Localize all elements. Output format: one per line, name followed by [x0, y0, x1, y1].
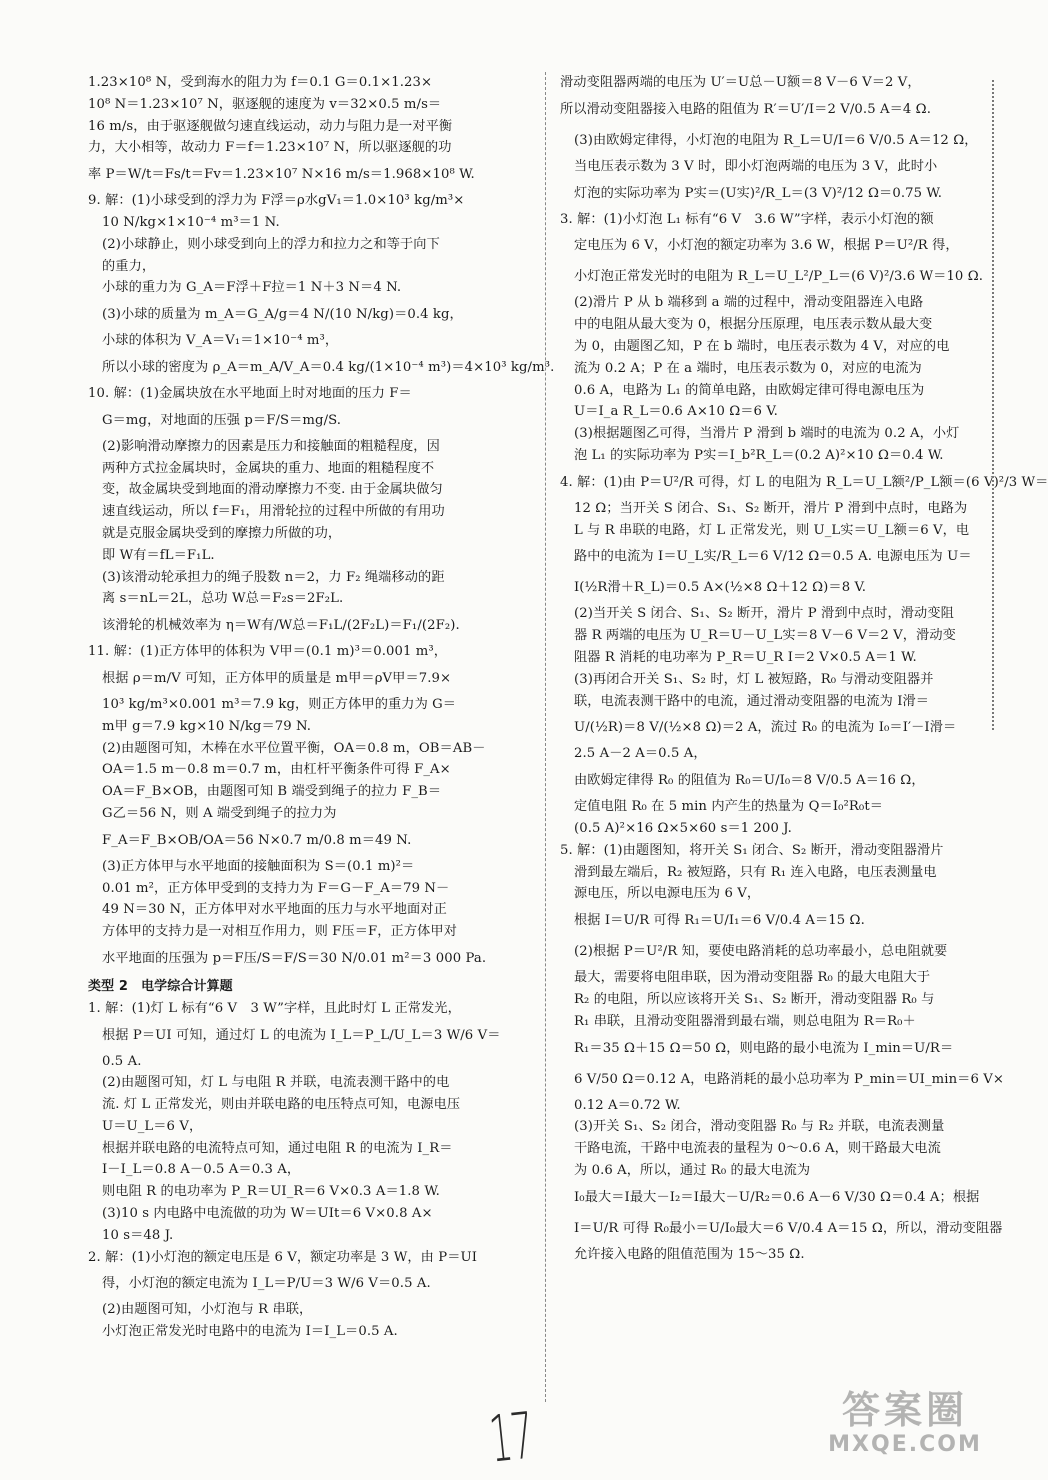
text-line: (3)该滑动轮承担力的绳子股数 n＝2，力 F₂ 绳端移动的距 [102, 569, 445, 585]
text-line: 0.12 A＝0.72 W. [574, 1097, 681, 1113]
formula-line: I₀最大＝I最大－I₂＝I最大－U/R₂＝0.6 A－6 V/30 Ω＝0.4 A；根据 [574, 1189, 980, 1205]
formula-line: 率 P＝W/t＝Fs/t＝Fv＝1.23×10⁷ N×16 m/s＝1.968×10⁸ W. [88, 167, 475, 183]
text-line: 的重力， [102, 258, 156, 274]
text-line: 最大，需要将电阻串联，因为滑动变阻器 R₀ 的最大电阻大于 [574, 970, 931, 986]
text-line: 变，故金属块受到地面的滑动摩擦力不变. 由于金属块做匀 [102, 482, 443, 498]
formula-line: 定电压为 6 V，小灯泡的额定功率为 3.6 W，根据 P＝U²/R 得， [574, 238, 959, 254]
text-line: 两种方式拉金属块时，金属块的重力、地面的粗糙程度不 [102, 460, 435, 476]
text-line: U＝I_a R_L＝0.6 A×10 Ω＝6 V. [574, 404, 778, 420]
watermark-text: 答案圈 [841, 1388, 968, 1432]
formula-line: G＝mg，对地面的压强 p＝F/S＝mg/S. [102, 412, 342, 428]
text-line: 滑动变阻器两端的电压为 U′＝U总－U额＝8 V－6 V＝2 V， [560, 75, 921, 90]
formula-line: 根据 I＝U/R 可得 R₁＝U/I₁＝6 V/0.4 A＝15 Ω. [574, 913, 865, 929]
text-line: R₂ 的电阻，所以应该将开关 S₁、S₂ 断开，滑动变阻器 R₀ 与 [574, 991, 935, 1007]
text-line: (3)10 s 内电路中电流做的功为 W＝UIt＝6 V×0.8 A× [102, 1206, 433, 1222]
formula-line: R₁＝35 Ω＋15 Ω＝50 Ω，则电路的最小电流为 I_min＝U/R＝ [574, 1040, 954, 1056]
text-line: 速直线运动，所以 f＝F₁，用滑轮拉的过程中所做的有用功 [102, 504, 445, 520]
left-column [88, 72, 555, 1343]
text-line: 为 0.6 A，所以，通过 R₀ 的最大电流为 [574, 1162, 811, 1178]
text-line: R₁ 串联，且滑动变阻器滑到最右端，则总电阻为 R＝R₀＋ [574, 1013, 916, 1029]
text-line: (2)小球静止，则小球受到向上的浮力和拉力之和等于向下 [102, 236, 440, 252]
question-1-start: 1. 解：(1)灯 L 标有“6 V 3 W”字样，且此时灯 L 正常发光， [88, 1000, 461, 1016]
text-line: 泡 L₁ 的实际功率为 P实＝I_b²R_L＝(0.2 A)²×10 Ω＝0.4 W. [574, 447, 944, 463]
text-line: U＝U_L＝6 V， [102, 1118, 203, 1134]
text-line: 就是克服金属块受到的摩擦力所做的功， [102, 525, 342, 541]
text-line: 流为 0.2 A；P 在 a 端时，电压表示数为 0，对应的电流为 [574, 360, 922, 376]
question-11-start: 11. 解：(1)正方体甲的体积为 V甲＝(0.1 m)³＝0.001 m³， [88, 644, 448, 660]
text-line: 0.01 m²，正方体甲受到的支持力为 F＝G－F_A＝79 N－ [102, 880, 450, 896]
text-line: 根据并联电路的电流特点可知，通过电阻 R 的电流为 I_R＝ [102, 1140, 453, 1156]
question-2-start: 2. 解：(1)小灯泡的额定电压是 6 V，额定功率是 3 W，由 P＝UI [88, 1249, 478, 1265]
formula-line: 小灯泡正常发光时的电阻为 R_L＝U_L²/P_L＝(6 V)²/3.6 W＝10 Ω. [574, 269, 984, 285]
text-line: 允许接入电路的阻值范围为 15～35 Ω. [574, 1246, 805, 1262]
text-line: 源电压，所以电源电压为 6 V， [574, 886, 761, 902]
watermark-url: MXQE.COM [828, 1432, 982, 1457]
text-line: 1.23×10⁸ N，受到海水的阻力为 f＝0.1 G＝0.1×1.23× [88, 75, 433, 90]
text-line: (3)开关 S₁、S₂ 闭合，滑动变阻器 R₀ 与 R₂ 并联，电流表测量 [574, 1119, 945, 1135]
margin-dotted-line [992, 80, 994, 730]
text-line: m甲 g＝7.9 kg×10 N/kg＝79 N. [102, 718, 312, 734]
formula-line: U/(½R)＝8 V/(½×8 Ω)＝2 A，流过 R₀ 的电流为 I₀＝I′－I滑＝ [574, 720, 957, 736]
formula-line: 6 V/50 Ω＝0.12 A，电路消耗的最小总功率为 P_min＝UI_min＝6 V× [574, 1071, 1005, 1087]
text-line: 10 s＝48 J. [102, 1227, 174, 1243]
formula-line: F_A＝F_B×OB/OA＝56 N×0.7 m/0.8 m＝49 N. [102, 832, 412, 848]
text-line: 力，大小相等，故动力 F＝f＝1.23×10⁷ N，所以驱逐舰的功 [88, 140, 452, 156]
formula-line: (3)小球的质量为 m_A＝G_A/g＝4 N/(10 N/kg)＝0.4 kg， [102, 307, 463, 323]
text-line: 当电压表示数为 3 V 时，即小灯泡两端的电压为 3 V，此时小 [574, 158, 938, 174]
question-3-start: 3. 解：(1)小灯泡 L₁ 标有“6 V 3.6 W”字样，表示小灯泡的额 [560, 211, 934, 227]
formula-line: 该滑轮的机械效率为 η＝W有/W总＝F₁L/(2F₂L)＝F₁/(2F₂). [102, 618, 460, 634]
question-9-start: 9. 解：(1)小球受到的浮力为 F浮＝ρ水gV₁＝1.0×10³ kg/m³× [88, 193, 465, 209]
text-line: (2)由题图可知，小灯泡与 R 串联， [102, 1302, 313, 1318]
text-line: (0.5 A)²×16 Ω×5×60 s＝1 200 J. [574, 820, 792, 836]
formula-line: 灯泡的实际功率为 P实＝(U实)²/R_L＝(3 V)²/12 Ω＝0.75 W. [574, 185, 943, 201]
watermark-logo [820, 1388, 990, 1468]
formula-line: 水平地面的压强为 p＝F压/S＝F/S＝30 N/0.01 m²＝3 000 Pa. [102, 950, 487, 966]
text-line: 10 N/kg×1×10⁻⁴ m³＝1 N. [102, 214, 280, 230]
text-line: 49 N＝30 N，正方体甲对水平地面的压力与水平地面对正 [102, 902, 447, 918]
text-line: (2)由题图可知，灯 L 与电阻 R 并联，电流表测干路中的电 [102, 1075, 450, 1091]
text-line: 滑到最左端后，R₂ 被短路，只有 R₁ 连入电路，电压表测量电 [574, 864, 937, 880]
text-line: 12 Ω；当开关 S 闭合、S₁、S₂ 断开，滑片 P 滑到中点时，电路为 [574, 500, 968, 516]
formula-line: 由欧姆定律得 R₀ 的阻值为 R₀＝U/I₀＝8 V/0.5 A＝16 Ω， [574, 773, 925, 789]
formula-line: 根据 P＝UI 可知，通过灯 L 的电流为 I_L＝P_L/U_L＝3 W/6 V＝ [102, 1027, 501, 1043]
text-line: 小灯泡正常发光时电路中的电流为 I＝I_L＝0.5 A. [102, 1324, 398, 1340]
text-line: OA＝1.5 m－0.8 m＝0.7 m，由杠杆平衡条件可得 F_A× [102, 762, 451, 778]
text-line: (2)滑片 P 从 b 端移到 a 端的过程中，滑动变阻器连入电路 [574, 295, 924, 311]
text-line: 0.6 A，电路为 L₁ 的简单电路，由欧姆定律可得电源电压为 [574, 382, 925, 398]
text-line: (2)当开关 S 闭合、S₁、S₂ 断开，滑片 P 滑到中点时，滑动变阻 [574, 606, 954, 622]
text-line: OA＝F_B×OB，由题图可知 B 端受到绳子的拉力 F_B＝ [102, 784, 442, 800]
text-line: (3)再闭合开关 S₁、S₂ 时，灯 L 被短路，R₀ 与滑动变阻器并 [574, 671, 934, 687]
text-line: 流. 灯 L 正常发光，则由并联电路的电压特点可知，电源电压 [102, 1097, 461, 1113]
formula-line: 所以滑动变阻器接入电路的阻值为 R′＝U′/I＝2 V/0.5 A＝4 Ω. [560, 101, 931, 117]
text-line: G乙＝56 N，则 A 端受到绳子的拉力为 [102, 805, 337, 821]
formula-line: 根据 ρ＝m/V 可知，正方体甲的质量是 m甲＝ρV甲＝7.9× [102, 670, 452, 686]
text-line: 为 0，由题图乙知，P 在 b 端时，电压表示数为 4 V，对应的电 [574, 338, 950, 354]
text-line: 中的电阻从最大变为 0，根据分压原理，电压表示数从最大变 [574, 317, 933, 333]
text-line: 即 W有＝fL＝F₁L. [102, 547, 215, 563]
question-4-start: 4. 解：(1)由 P＝U²/R 可得，灯 L 的电阻为 R_L＝U_L额²/P_L额＝(6 V)²/3 W＝ [560, 474, 1048, 490]
text-line: 16 m/s，由于驱逐舰做匀速直线运动，动力与阻力是一对平衡 [88, 118, 453, 134]
text-line: 离 s＝nL＝2L，总功 W总＝F₂s＝2F₂L. [102, 591, 344, 607]
text-line: 干路电流，干路中电流表的量程为 0～0.6 A，则干路最大电流 [574, 1141, 941, 1157]
column-divider [545, 72, 546, 1402]
text-line: 器 R 两端的电压为 U_R＝U－U_L实＝8 V－6 V＝2 V，滑动变 [574, 628, 956, 644]
text-line: 定值电阻 R₀ 在 5 min 内产生的热量为 Q＝I₀²R₀t＝ [574, 799, 884, 815]
text-line: L 与 R 串联的电路，灯 L 正常发光，则 U_L实＝U_L额＝6 V，电 [574, 522, 970, 538]
text-line: 0.5 A. [102, 1053, 142, 1069]
text-line: (3)根据题图乙可得，当滑片 P 滑到 b 端时的电流为 0.2 A，小灯 [574, 426, 960, 442]
question-5-start: 5. 解：(1)由题图知，将开关 S₁ 闭合、S₂ 断开，滑动变阻器滑片 [560, 842, 944, 858]
text-line: (2)由题图可知，木棒在水平位置平衡，OA＝0.8 m，OB＝AB－ [102, 740, 486, 756]
page-number: 17 [486, 1399, 537, 1478]
formula-line: I＝U/R 可得 R₀最小＝U/I₀最大＝6 V/0.4 A＝15 Ω，所以，滑动变阻器 [574, 1220, 1003, 1236]
text-line: (2)影响滑动摩擦力的因素是压力和接触面的粗糙程度，因 [102, 438, 440, 454]
text-line: 小球的体积为 V_A＝V₁＝1×10⁻⁴ m³， [102, 333, 339, 349]
text-line: I－I_L＝0.8 A－0.5 A＝0.3 A， [102, 1162, 301, 1178]
text-line: 联，电流表测干路中的电流，通过滑动变阻器的电流为 I滑＝ [574, 693, 930, 709]
text-line: 2.5 A－2 A＝0.5 A， [574, 746, 707, 762]
text-line: 10⁸ N＝1.23×10⁷ N，驱逐舰的速度为 v＝32×0.5 m/s＝ [88, 96, 442, 112]
text-line: 则电阻 R 的电功率为 P_R＝UI_R＝6 V×0.3 A＝1.8 W. [102, 1184, 440, 1200]
text-line: (3)正方体甲与水平地面的接触面积为 S＝(0.1 m)²＝ [102, 858, 415, 874]
text-line: 方体甲的支持力是一对相互作用力，则 F压＝F，正方体甲对 [102, 924, 457, 940]
text-line: 小球的重力为 G_A＝F浮＋F拉＝1 N＋3 N＝4 N. [102, 280, 402, 296]
formula-line: (2)根据 P＝U²/R 知，要使电路消耗的总功率最小，总电阻就要 [574, 944, 948, 960]
question-10-start: 10. 解：(1)金属块放在水平地面上时对地面的压力 F＝ [88, 385, 412, 401]
right-column [560, 72, 1048, 1266]
formula-line: 得，小灯泡的额定电流为 I_L＝P/U＝3 W/6 V＝0.5 A. [102, 1276, 431, 1292]
text-line: 10³ kg/m³×0.001 m³＝7.9 kg，则正方体甲的重力为 G＝ [102, 696, 457, 712]
formula-line: I(½R滑＋R_L)＝0.5 A×(½×8 Ω＋12 Ω)＝8 V. [574, 580, 867, 596]
formula-line: 路中的电流为 I＝U_L实/R_L＝6 V/12 Ω＝0.5 A. 电源电压为 U＝ [574, 549, 972, 565]
formula-line: (3)由欧姆定律得，小灯泡的电阻为 R_L＝U/I＝6 V/0.5 A＝12 Ω， [574, 132, 978, 148]
section-heading: 类型 2 电学综合计算题 [88, 978, 233, 994]
formula-line: 所以小球的密度为 ρ_A＝m_A/V_A＝0.4 kg/(1×10⁻⁴ m³)＝4×10³ kg/m³. [102, 359, 555, 375]
text-line: 阻器 R 消耗的电功率为 P_R＝U_R I＝2 V×0.5 A＝1 W. [574, 649, 917, 665]
